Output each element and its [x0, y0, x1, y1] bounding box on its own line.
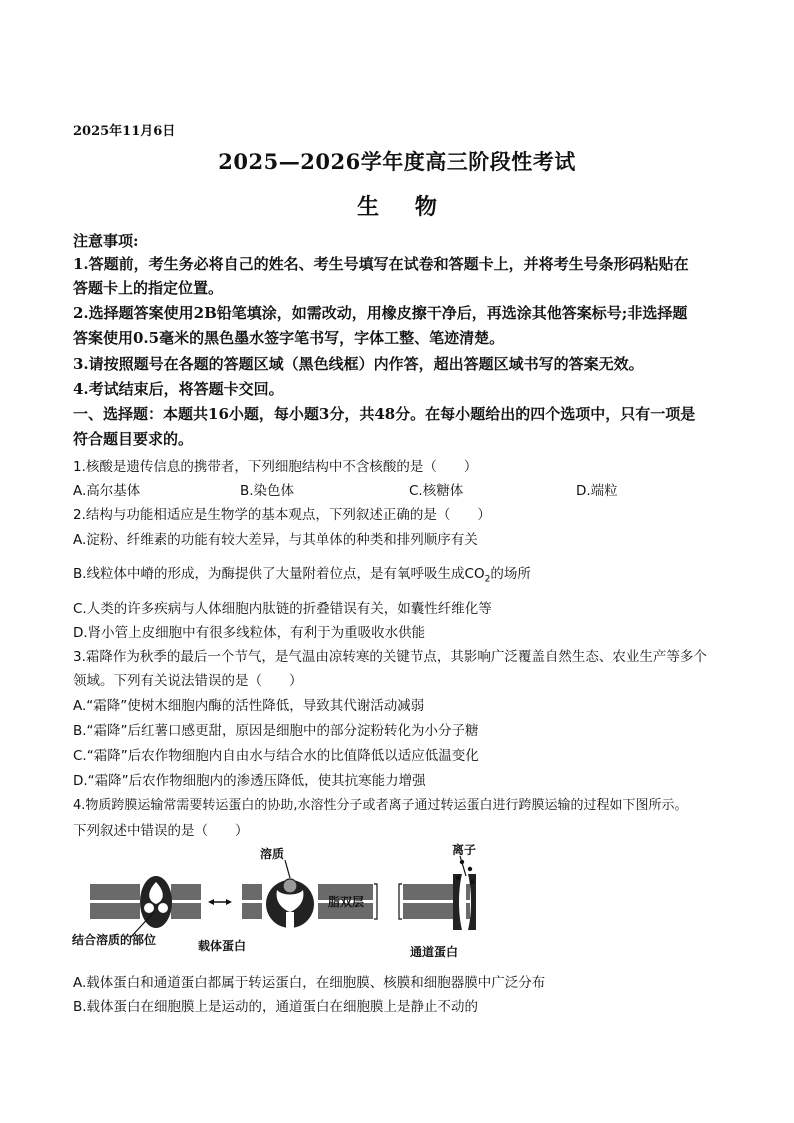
question-3-option-d: D.“霜降”后农作物细胞内的渗透压降低，使其抗寒能力增强 — [73, 773, 426, 789]
question-2-stem: 2.结构与功能相适应是生物学的基本观点，下列叙述正确的是（ ） — [73, 507, 491, 523]
label-channel: 通道蛋白 — [410, 945, 459, 959]
section-heading: 一、选择题：本题共16小题，每小题3分，共48分。在每小题给出的四个选项中，只有一项是 — [73, 405, 696, 423]
question-3-stem: 领域。下列有关说法错误的是（ ） — [73, 673, 303, 689]
option-a: A.高尔基体 — [73, 483, 141, 499]
question-2-option-d: D.肾小管上皮细胞中有很多线粒体，有利于为重吸收水供能 — [73, 625, 426, 641]
question-1-stem: 1.核酸是遗传信息的携带者，下列细胞结构中不含核酸的是（ ） — [73, 459, 478, 475]
carrier-protein-bound — [242, 860, 373, 928]
label-solute: 溶质 — [260, 847, 285, 861]
question-3-option-a: A.“霜降”使树木细胞内酶的活性降低，导致其代谢活动减弱 — [73, 698, 425, 714]
question-4-stem: 4.物质跨膜运输常需要转运蛋白的协助,水溶性分子或者离子通过转运蛋白进行跨膜运输的过程如下图所示。 — [73, 798, 688, 813]
option-b-text: B.线粒体中嵴的形成，为酶提供了大量附着位点，是有氧呼吸生成CO — [73, 566, 485, 582]
exam-title: 2025—2026学年度高三阶段性考试 — [218, 149, 576, 174]
double-arrow-icon — [208, 899, 232, 905]
channel-protein — [403, 856, 476, 930]
question-4-option-a: A.载体蛋白和通道蛋白都属于转运蛋白，在细胞膜、核膜和细胞器膜中广泛分布 — [73, 975, 546, 991]
question-4-stem: 下列叙述中错误的是（ ） — [73, 823, 249, 839]
question-3-stem: 3.霜降作为秋季的最后一个节气，是气温由凉转寒的关键节点，其影响广泛覆盖自然生态、农业生产等多个 — [73, 649, 707, 665]
question-2-option-c: C.人类的许多疾病与人体细胞内肽链的折叠错误有关，如囊性纤维化等 — [73, 601, 492, 617]
question-3-option-b: B.“霜降”后红薯口感更甜，原因是细胞中的部分淀粉转化为小分子糖 — [73, 723, 479, 739]
label-ion: 离子 — [452, 843, 477, 857]
notice-heading: 注意事项: — [73, 232, 139, 250]
label-carrier: 载体蛋白 — [198, 939, 247, 953]
label-bilayer: 脂双层 — [328, 895, 365, 909]
notice-line: 3.请按照题号在各题的答题区域（黑色线框）内作答，超出答题区域书写的答案无效。 — [73, 355, 644, 373]
exam-subject: 生 物 — [357, 194, 451, 220]
notice-line: 答题卡上的指定位置。 — [73, 279, 224, 297]
question-1-options — [73, 479, 733, 499]
notice-line: 答案使用0.5毫米的黑色墨水签字笔书写，字体工整、笔迹清楚。 — [73, 329, 505, 347]
transport-protein-figure — [70, 842, 477, 960]
question-3-option-c: C.“霜降”后农作物细胞内自由水与结合水的比值降低以适应低温变化 — [73, 748, 479, 764]
question-4-option-b: B.载体蛋白在细胞膜上是运动的，通道蛋白在细胞膜上是静止不动的 — [73, 999, 479, 1015]
notice-line: 2.选择题答案使用2B铅笔填涂，如需改动，用橡皮擦干净后，再选涂其他答案标号;非选择题 — [73, 304, 688, 322]
option-d: D.端粒 — [576, 483, 618, 499]
label-binding-site: 结合溶质的部位 — [72, 933, 157, 947]
exam-date: 2025年11月6日 — [73, 124, 176, 139]
carrier-protein-open — [90, 876, 201, 938]
bilayer-bracket — [374, 884, 402, 919]
option-b-subscript: 2 — [484, 574, 491, 585]
question-2-option-a: A.淀粉、纤维素的功能有较大差异，与其单体的种类和排列顺序有关 — [73, 532, 478, 548]
option-b-text-end: 的场所 — [490, 566, 531, 582]
option-b: B.染色体 — [240, 483, 295, 499]
section-heading: 符合题目要求的。 — [73, 430, 194, 448]
option-c: C.核糖体 — [409, 483, 464, 499]
notice-line: 4.考试结束后，将答题卡交回。 — [73, 380, 284, 398]
question-2-option-b — [73, 562, 738, 585]
notice-line: 1.答题前，考生务必将自己的姓名、考生号填写在试卷和答题卡上，并将考生号条形码粘贴在 — [73, 255, 689, 273]
